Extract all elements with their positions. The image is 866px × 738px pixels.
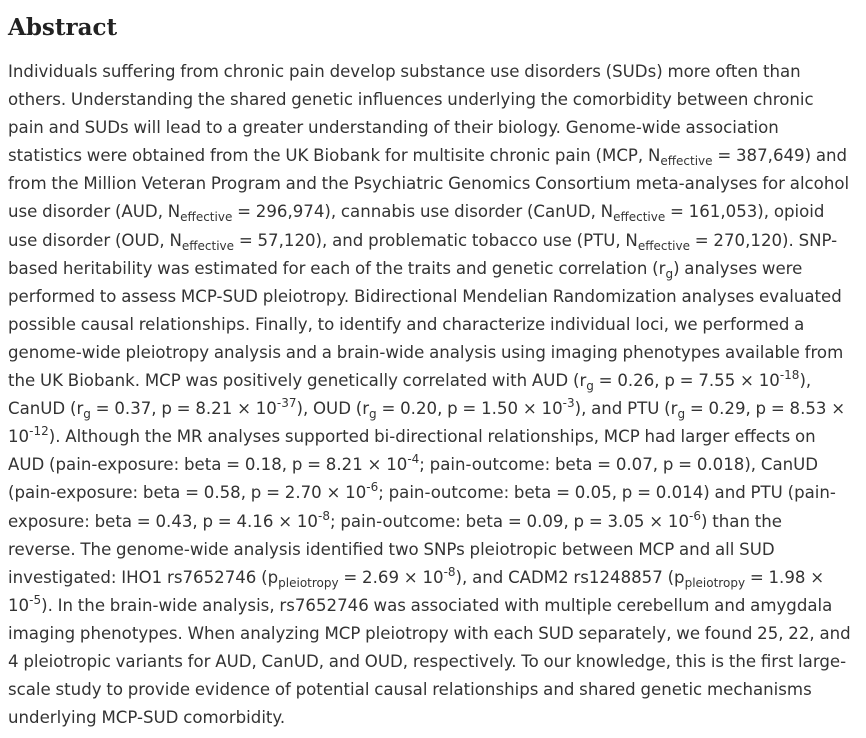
subscript: pleiotropy [684,575,746,590]
superscript: -5 [29,592,42,607]
superscript: -8 [318,508,330,523]
subscript: effective [181,238,235,253]
abstract-text-segment: = 161,053), opioid use disorder (OUD, N [8,202,825,250]
abstract-text-segment: ). Although the MR analyses supported bi-directional relationships, MCP had larger effects on AUD (pain-exposure: beta = 0.18, p = 8.21 × 10 [8,427,816,475]
superscript: -12 [29,424,49,439]
superscript: -6 [689,508,701,523]
abstract-text-segment: ), CanUD (r [8,371,812,419]
subscript: effective [613,210,666,225]
subscript: effective [637,238,690,253]
subscript: effective [660,154,713,169]
abstract-text-segment: = 1.98 × 10 [8,567,825,615]
abstract-section [8,0,854,732]
superscript: -18 [779,368,800,383]
subscript: g [677,407,686,422]
superscript: -37 [276,396,297,411]
subscript: g [83,407,91,422]
abstract-text-segment: ), and PTU (r [574,399,678,419]
abstract-text-segment: = 2.69 × 10 [338,567,444,587]
subscript: effective [180,210,233,225]
abstract-text-segment: ; pain-outcome: beta = 0.07, p = 0.018), CanUD (pain-exposure: beta = 0.58, p = 2.70 × 10 [8,455,819,503]
abstract-text-segment: Individuals suffering from chronic pain develop substance use disorders (SUDs) more often than others. Understanding the shared genetic influences underlying the comorbidity between chronic pain and SUDs will lead to a greater understanding of their biology. Genome-wide association statistics were obtained from the UK Biobank for multisite chronic pain (MCP, N [8,62,814,166]
superscript: -8 [443,564,456,579]
abstract-text-segment: ; pain-outcome: beta = 0.09, p = 3.05 × 10 [329,511,690,531]
abstract-text-segment: ) than the reverse. The genome-wide analysis identified two SNPs pleiotropic between MCP and all SUD investigated: IHO1 rs7652746 (p [8,511,782,587]
abstract-text-segment: ; pain-outcome: beta = 0.05, p = 0.014) and PTU (pain-exposure: beta = 0.43, p = 4.16 × 10 [8,483,836,531]
abstract-text-segment: ), and CADM2 rs1248857 (p [455,567,685,587]
abstract-text-segment: = 296,974), cannabis use disorder (CanUD, N [232,202,614,222]
abstract-text-segment: = 0.29, p = 8.53 × 10 [8,399,846,447]
subscript: g [369,407,377,422]
abstract-text-segment: = 387,649) and from the Million Veteran Program and the Psychiatric Genomics Consortium meta-analyses for alcohol use disorder (AUD, N [8,146,850,222]
abstract-heading: Abstract [8,14,118,41]
superscript: -4 [407,452,420,467]
subscript: pleiotropy [278,575,339,590]
abstract-body [8,58,854,732]
subscript: g [586,379,594,394]
abstract-text-segment: ). In the brain-wide analysis, rs7652746 was associated with multiple cerebellum and amygdala imaging phenotypes. When analyzing MCP pleiotropy with each SUD separately, we found 25, 22, and 4 pleiotropic variants for AUD, CanUD, and OUD, respectively. To our knowledge, this is the first large-scale study to provide evidence of potential causal relationships and shared genetic mechanisms underlying MCP-SUD comorbidity. [8,595,851,728]
abstract-text-segment: = 0.26, p = 7.55 × 10 [593,371,780,391]
abstract-text-segment: = 270,120). SNP-based heritability was estimated for each of the traits and genetic correlation (r [8,230,838,278]
subscript: g [665,266,674,281]
abstract-text-segment: = 0.37, p = 8.21 × 10 [90,399,277,419]
superscript: -6 [366,480,379,495]
abstract-text-segment: = 0.20, p = 1.50 × 10 [376,399,563,419]
abstract-text-segment: ), OUD (r [296,399,370,419]
abstract-text-segment: = 57,120), and problematic tobacco use (PTU, N [234,230,638,250]
superscript: -3 [562,396,575,411]
abstract-text-segment: ) analyses were performed to assess MCP-SUD pleiotropy. Bidirectional Mendelian Randomization analyses evaluated possible causal relationships. Finally, to identify and characterize individual loci, we performed a genome-wide pleiotropy analysis and a brain-wide analysis using imaging phenotypes available from the UK Biobank. MCP was positively genetically correlated with AUD (r [8,258,844,391]
